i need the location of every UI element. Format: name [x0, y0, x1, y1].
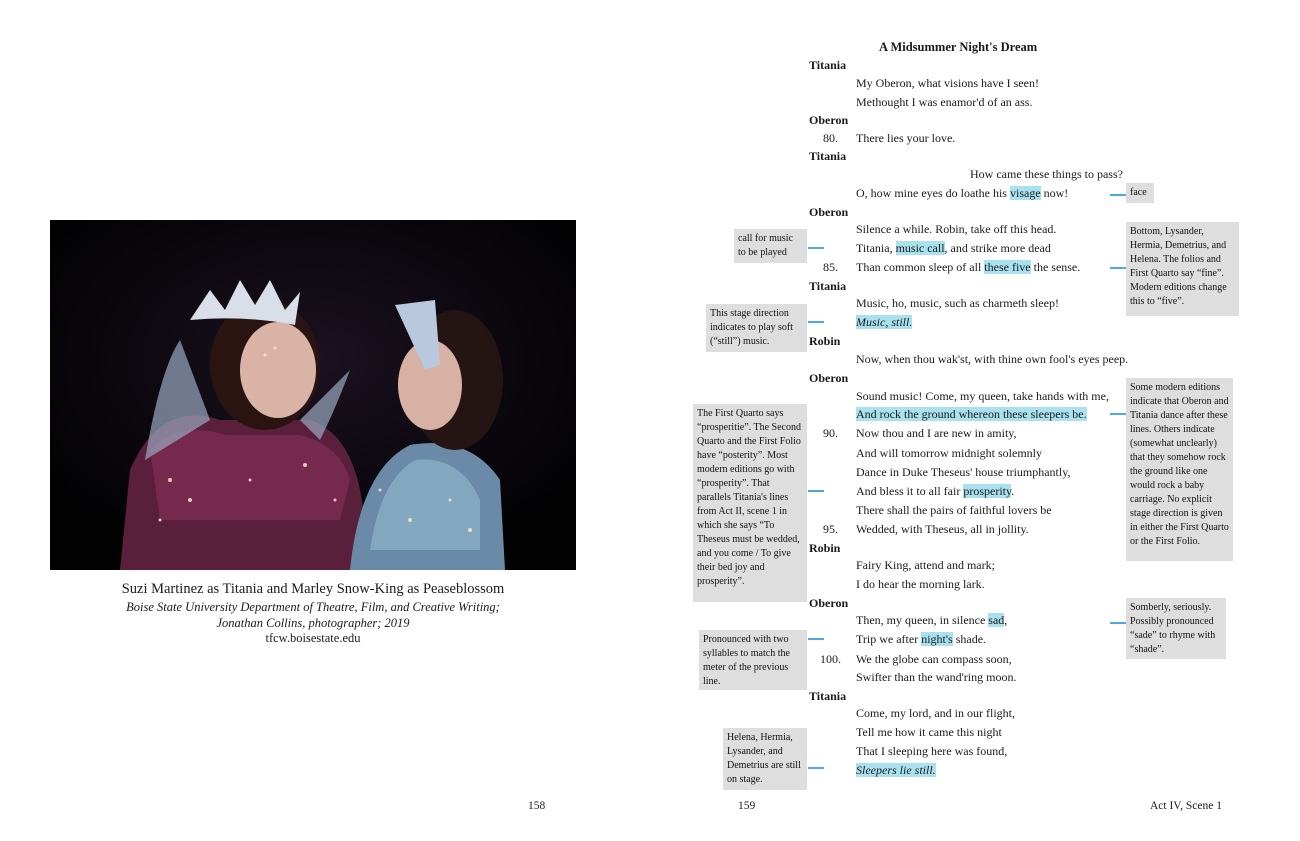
verse-text: Than common sleep of all	[856, 260, 985, 274]
verse-text: O, how mine eyes do loathe his	[856, 186, 1010, 200]
line-number: 95.	[823, 522, 838, 536]
verse-text: ,	[1004, 613, 1008, 627]
verse-line	[856, 484, 1014, 499]
gloss-note-sad: Somberly, seriously. Possibly pronounced “sade” to rhyme with “shade”.	[1126, 598, 1226, 659]
line-number: 100.	[820, 652, 841, 666]
line-number: 90.	[823, 426, 838, 440]
verse-line: How came these things to pass?	[970, 167, 1123, 181]
verse-line: Tell me how it came this night	[856, 725, 1002, 739]
verse-text: , and strike more dead	[944, 241, 1051, 255]
gloss-note-nights: Pronounced with two syllables to match the meter of the previous line.	[699, 630, 807, 690]
photo-illustration	[50, 220, 576, 570]
verse-text: And bless it to all fair	[856, 484, 964, 498]
verse-line: Music, ho, music, such as charmeth sleep!	[856, 296, 1059, 310]
note-leader-line	[1110, 413, 1126, 415]
verse-text: shade.	[952, 632, 987, 646]
verse-line: Methought I was enamor'd of an ass.	[856, 95, 1033, 109]
verse-line	[856, 241, 1051, 256]
verse-line: Fairy King, attend and mark;	[856, 558, 995, 572]
speaker-oberon: Oberon	[809, 205, 849, 219]
verse-line: That I sleeping here was found,	[856, 744, 1008, 758]
gloss-note-prosperity: The First Quarto says “prosperitie”. The Second Quarto and the First Folio have “posterity”. Most modern editions go with “prosperity”. That parallels Titania's lines from Act II, scene 1 in which she says “To Theseus must be wedded, and you come / To give their bed joy and prosperity”.	[693, 404, 807, 602]
verse-line	[856, 632, 986, 647]
highlighted-word[interactable]: Music, still.	[856, 315, 913, 329]
gloss-note-rock: Some modern editions indicate that Oberon and Titania dance after these lines. Others indicate (somewhat unclearly) that they somehow rock the ground like one would rock a baby carriage. No explicit stage direction is given in either the First Quarto or the First Folio.	[1126, 378, 1233, 561]
speaker-robin: Robin	[809, 541, 841, 555]
verse-line: There shall the pairs of faithful lovers be	[856, 503, 1052, 517]
speaker-oberon: Oberon	[809, 113, 849, 127]
highlighted-word[interactable]: And rock the ground whereon these sleepers be.	[856, 407, 1087, 421]
verse-text: now!	[1040, 186, 1069, 200]
note-leader-line	[808, 767, 824, 769]
verse-line: I do hear the morning lark.	[856, 577, 985, 591]
note-leader-line	[808, 490, 824, 492]
verse-line: Dance in Duke Theseus' house triumphantly,	[856, 465, 1071, 479]
verse-text: the sense.	[1030, 260, 1081, 274]
line-number: 85.	[823, 260, 838, 274]
speaker-titania: Titania	[809, 149, 847, 163]
speaker-titania: Titania	[809, 279, 847, 293]
verse-text: Trip we after	[856, 632, 922, 646]
verse-line: We the globe can compass soon,	[856, 652, 1012, 666]
note-leader-line	[808, 321, 824, 323]
speaker-titania: Titania	[809, 58, 847, 72]
page-number-right: 159	[738, 800, 756, 812]
verse-line: And will tomorrow midnight solemnly	[856, 446, 1042, 460]
photo-caption-credit	[60, 599, 566, 631]
highlighted-word[interactable]: sad	[988, 613, 1005, 627]
verse-line	[856, 260, 1080, 275]
note-leader-line	[808, 638, 824, 640]
photo-caption-credit-line-1: Boise State University Department of Theatre, Film, and Creative Writing;	[126, 600, 500, 614]
verse-line: Sound music! Come, my queen, take hands with me,	[856, 389, 1109, 403]
highlighted-word[interactable]: these five	[984, 260, 1031, 274]
verse-line: Swifter than the wand'ring moon.	[856, 670, 1017, 684]
gloss-note-sleepers: Helena, Hermia, Lysander, and Demetrius are still on stage.	[723, 728, 807, 790]
verse-line: Wedded, with Theseus, all in jollity.	[856, 522, 1029, 536]
note-leader-line	[1110, 194, 1126, 196]
highlighted-word[interactable]: visage	[1009, 186, 1041, 200]
verse-line	[856, 613, 1007, 628]
page-number-left: 158	[528, 800, 546, 812]
verse-text: Titania,	[856, 241, 896, 255]
verse-line: My Oberon, what visions have I seen!	[856, 76, 1039, 90]
verse-text: .	[1011, 484, 1015, 498]
speaker-oberon: Oberon	[809, 596, 849, 610]
gloss-note-music-call: call for music to be played	[734, 229, 807, 263]
running-footer-section: Act IV, Scene 1	[1150, 800, 1222, 812]
speaker-robin: Robin	[809, 334, 841, 348]
photo-caption-title: Suzi Martinez as Titania and Marley Snow-King as Peaseblossom	[121, 581, 505, 597]
play-title: A Midsummer Night's Dream	[879, 40, 1038, 54]
verse-line: Silence a while. Robin, take off this head.	[856, 222, 1057, 236]
photo-caption-url: tfcw.boisestate.edu	[265, 631, 361, 645]
gloss-note-still: This stage direction indicates to play soft (“still”) music.	[706, 304, 807, 352]
verse-text: Then, my queen, in silence	[856, 613, 989, 627]
stage-direction	[856, 315, 912, 330]
line-number: 80.	[823, 131, 838, 145]
highlighted-word[interactable]: music call	[895, 241, 945, 255]
note-leader-line	[808, 247, 824, 249]
highlighted-word[interactable]: night's	[921, 632, 953, 646]
production-photo	[50, 220, 576, 570]
highlighted-word[interactable]: Sleepers lie still.	[856, 763, 936, 777]
verse-line: Come, my lord, and in our flight,	[856, 706, 1015, 720]
speaker-titania: Titania	[809, 689, 847, 703]
verse-line: Now thou and I are new in amity,	[856, 426, 1017, 440]
speaker-oberon: Oberon	[809, 371, 849, 385]
note-leader-line	[1110, 622, 1126, 624]
verse-line	[856, 186, 1068, 201]
gloss-note-five: Bottom, Lysander, Hermia, Demetrius, and Helena. The folios and First Quarto say “fine”. Modern editions change this to “five”.	[1126, 222, 1239, 316]
note-leader-line	[1110, 267, 1126, 269]
stage-direction	[856, 763, 936, 778]
highlighted-word[interactable]: prosperity	[963, 484, 1012, 498]
verse-line: Now, when thou wak'st, with thine own fool's eyes peep.	[856, 352, 1129, 366]
photo-caption-credit-line-2: Jonathan Collins, photographer; 2019	[216, 616, 410, 630]
gloss-note-face: face	[1126, 183, 1154, 203]
verse-line	[856, 407, 1087, 422]
verse-line: There lies your love.	[856, 131, 956, 145]
